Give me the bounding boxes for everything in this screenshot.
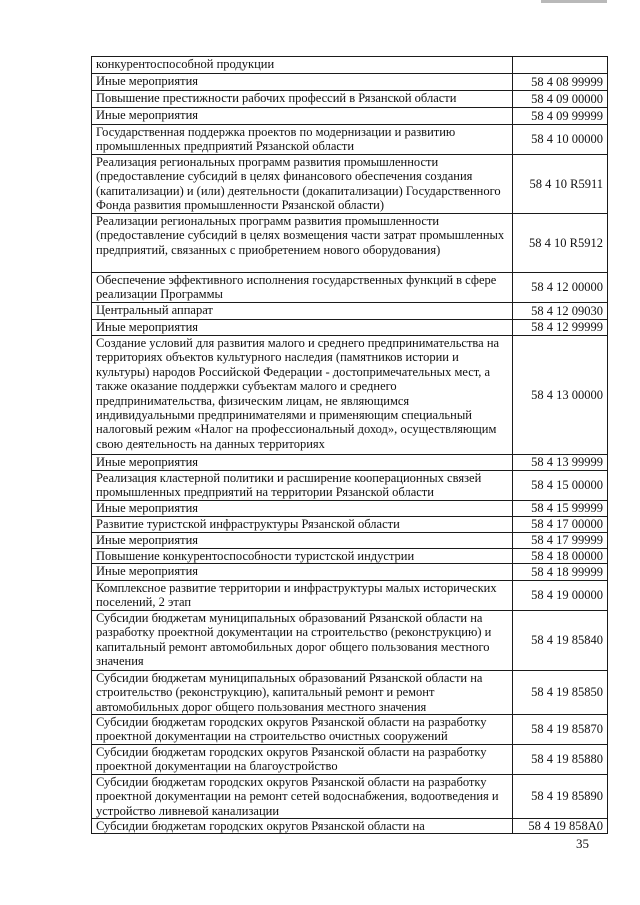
table-row xyxy=(92,532,607,548)
row-code: 58 4 17 00000 xyxy=(531,517,603,531)
row-code: 58 4 18 00000 xyxy=(531,548,603,563)
row-code: 58 4 18 99999 xyxy=(531,564,603,579)
table-row xyxy=(92,319,607,335)
table-row xyxy=(92,213,607,272)
table-row xyxy=(92,516,607,532)
table-row xyxy=(92,470,607,500)
row-name: Субсидии бюджетам городских округов Рязанской области на разработку проектной документации на строительство очистных сооружений xyxy=(96,715,487,744)
row-name: Комплексное развитие территории и инфраструктуры малых исторических поселений, 2 этап xyxy=(96,581,497,610)
row-name: конкурентоспособной продукции xyxy=(96,57,275,71)
row-name: Реализация региональных программ развития промышленности (предоставление субсидий в целях финансового обеспечения создания (капитализации) и (или) деятельности (докапитализации) Государственного Фонда развития промышленности Рязанской области) xyxy=(96,155,501,213)
row-code: 58 4 19 85890 xyxy=(531,789,603,803)
row-name: Реализации региональных программ развития промышленности (предоставление субсидий в целях возмещения части затрат промышленных предприятий, связанных с приобретением нового оборудования) xyxy=(96,214,505,257)
row-name: Субсидии бюджетам городских округов Рязанской области на разработку проектной документации на ремонт сетей водоснабжения, водоотведения и устройство ливневой канализации xyxy=(96,775,499,818)
table-row xyxy=(92,302,607,319)
table-row xyxy=(92,90,607,107)
row-code: 58 4 08 99999 xyxy=(531,74,603,89)
row-code: 58 4 09 00000 xyxy=(531,91,603,106)
row-name: Субсидии бюджетам муниципальных образований Рязанской области на разработку проектной документации на строительство (реконструкцию) и капитальный ремонт автомобильных дорог общего пользования местного значения xyxy=(96,611,492,669)
row-code: 58 4 13 00000 xyxy=(531,387,603,402)
row-name: Иные мероприятия xyxy=(96,74,199,88)
row-code: 58 4 15 99999 xyxy=(531,501,603,515)
row-name: Иные мероприятия xyxy=(96,533,199,547)
table-row xyxy=(92,818,607,834)
row-name: Субсидии бюджетам городских округов Рязанской области на разработку проектной документации на благоустройство xyxy=(96,745,487,774)
row-code: 58 4 17 99999 xyxy=(531,533,603,547)
scan-edge-mark xyxy=(541,0,607,3)
row-code: 58 4 10 R5912 xyxy=(529,235,603,250)
row-name: Субсидии бюджетам муниципальных образований Рязанской области на строительство (реконструкцию), капитальный ремонт и ремонт автомобильных дорог общего пользования местного значения xyxy=(96,671,483,714)
table-row xyxy=(92,73,607,90)
row-code: 58 4 19 85850 xyxy=(531,685,603,699)
row-code: 58 4 10 R5911 xyxy=(529,176,603,191)
budget-code-table xyxy=(91,56,608,834)
row-name: Субсидии бюджетам городских округов Рязанской области на xyxy=(96,819,425,833)
row-code: 58 4 10 00000 xyxy=(531,132,603,146)
table-row xyxy=(92,670,607,714)
table-row xyxy=(92,107,607,124)
page-number: 35 xyxy=(576,836,589,851)
row-code: 58 4 12 99999 xyxy=(531,320,603,334)
row-code: 58 4 19 85840 xyxy=(531,633,603,647)
row-code: 58 4 19 85880 xyxy=(531,752,603,766)
row-name: Иные мероприятия xyxy=(96,564,199,578)
table-row xyxy=(92,580,607,610)
row-code: 58 4 15 00000 xyxy=(531,478,603,492)
table-row xyxy=(92,774,607,818)
table-row xyxy=(92,548,607,563)
row-name: Иные мероприятия xyxy=(96,320,199,334)
row-code: 58 4 12 00000 xyxy=(531,280,603,294)
row-code: 58 4 19 00000 xyxy=(531,588,603,602)
row-name: Реализация кластерной политики и расширение кооперационных связей промышленных предприятий на территории Рязанской области xyxy=(96,471,482,500)
row-name: Развитие туристской инфраструктуры Рязанской области xyxy=(96,517,400,531)
table-row xyxy=(92,335,607,454)
row-code: 58 4 09 99999 xyxy=(531,108,603,123)
table-row xyxy=(92,57,607,73)
table-row xyxy=(92,714,607,744)
table-row xyxy=(92,563,607,580)
row-name: Иные мероприятия xyxy=(96,501,199,515)
row-name: Повышение престижности рабочих профессий в Рязанской области xyxy=(96,91,457,105)
row-code: 58 4 12 09030 xyxy=(531,303,603,318)
row-name: Обеспечение эффективного исполнения государственных функций в сфере реализации Программы xyxy=(96,273,497,302)
table-row xyxy=(92,744,607,774)
row-code: 58 4 19 858A0 xyxy=(528,819,603,833)
row-code xyxy=(513,57,609,73)
row-name: Повышение конкурентоспособности туристской индустрии xyxy=(96,549,415,563)
row-name: Центральный аппарат xyxy=(96,303,213,317)
row-name: Создание условий для развития малого и среднего предпринимательства на территориях объектов культурного наследия (памятников истории и культуры) народов Российской Федерации - достопримечательных мест, а также оказание поддержки субъектам малого и среднего предпринимательства, физическим лицам, не являющимся индивидуальными предпринимателями и применяющим специальный налоговый режим «Налог на профессиональный доход», осуществляющим свою деятельность на данных территориях xyxy=(96,336,500,451)
row-code: 58 4 13 99999 xyxy=(531,455,603,469)
table-row xyxy=(92,610,607,670)
table-row xyxy=(92,272,607,302)
row-code: 58 4 19 85870 xyxy=(531,722,603,736)
row-name: Иные мероприятия xyxy=(96,108,199,122)
row-name: Государственная поддержка проектов по модернизации и развитию промышленных предприятий Рязанской области xyxy=(96,125,456,154)
table-row xyxy=(92,454,607,470)
table-row xyxy=(92,500,607,516)
table-row xyxy=(92,124,607,154)
row-name: Иные мероприятия xyxy=(96,455,199,469)
table-row xyxy=(92,154,607,213)
